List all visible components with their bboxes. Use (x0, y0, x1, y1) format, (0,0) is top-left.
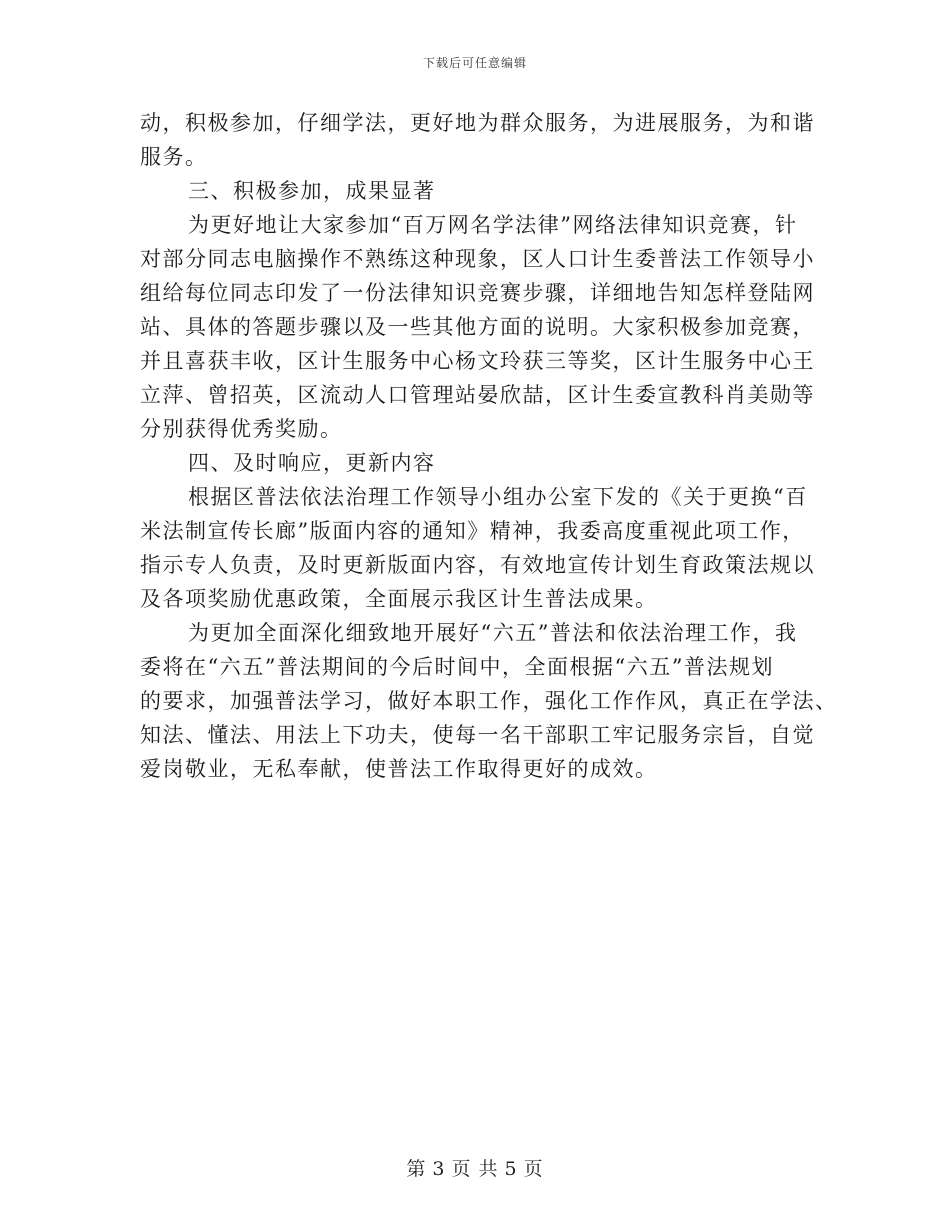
page-middle: 页 共 (451, 1158, 499, 1180)
page-prefix: 第 (406, 1158, 427, 1180)
paragraph-start: 根据区普法依法治理工作领导小组办公室下发的《关于更换“百 (188, 485, 808, 509)
section-heading: 四、及时响应，更新内容 (188, 451, 436, 475)
section-heading: 三、积极参加，成果显著 (188, 179, 436, 203)
document-body (140, 106, 838, 786)
paragraph-start: 为更加全面深化细致地开展好“六五”普法和依法治理工作，我 (188, 621, 798, 645)
text-line: 并且喜获丰收，区计生服务中心杨文玲获三等奖，区计生服务中心王 (140, 349, 815, 373)
paragraph-start: 为更好地让大家参加“百万网名学法律”网络法律知识竞赛，针 (188, 213, 798, 237)
text-line: 站、具体的答题步骤以及一些其他方面的说明。大家积极参加竞赛， (140, 315, 815, 339)
text-line: 立萍、曾招英，区流动人口管理站晏欣喆，区计生委宣教科肖美勋等 (140, 383, 815, 407)
text-line: 委将在“六五”普法期间的今后时间中，全面根据“六五”普法规划 (140, 655, 774, 679)
text-line: 米法制宣传长廊”版面内容的通知》精神，我委高度重视此项工作， (140, 519, 805, 543)
text-line: 分别获得优秀奖励。 (140, 417, 343, 441)
total-pages-number: 5 (504, 1158, 518, 1180)
text-line: 服务。 (140, 145, 208, 169)
text-line: 对部分同志电脑操作不熟练这种现象，区人口计生委普法工作领导小 (140, 247, 815, 271)
text-line: 组给每位同志印发了一份法律知识竞赛步骤，详细地告知怎样登陆网 (140, 281, 815, 305)
text-line: 的要求，加强普法学习，做好本职工作，强化工作作风，真正在学法、 (140, 689, 838, 713)
text-line: 知法、懂法、用法上下功夫，使每一名干部职工牢记服务宗旨，自觉 (140, 723, 815, 747)
text-line: 爱岗敬业，无私奉献，使普法工作取得更好的成效。 (140, 757, 658, 781)
text-line: 及各项奖励优惠政策，全面展示我区计生普法成果。 (140, 587, 658, 611)
text-line: 动，积极参加，仔细学法，更好地为群众服务，为进展服务，为和谐 (140, 111, 815, 135)
page-suffix: 页 (523, 1158, 544, 1180)
header-note: 下载后可任意编辑 (422, 56, 527, 70)
page-number-footer (0, 1154, 950, 1181)
text-line: 指示专人负责，及时更新版面内容，有效地宣传计划生育政策法规以 (140, 553, 815, 577)
current-page-number: 3 (432, 1158, 446, 1180)
